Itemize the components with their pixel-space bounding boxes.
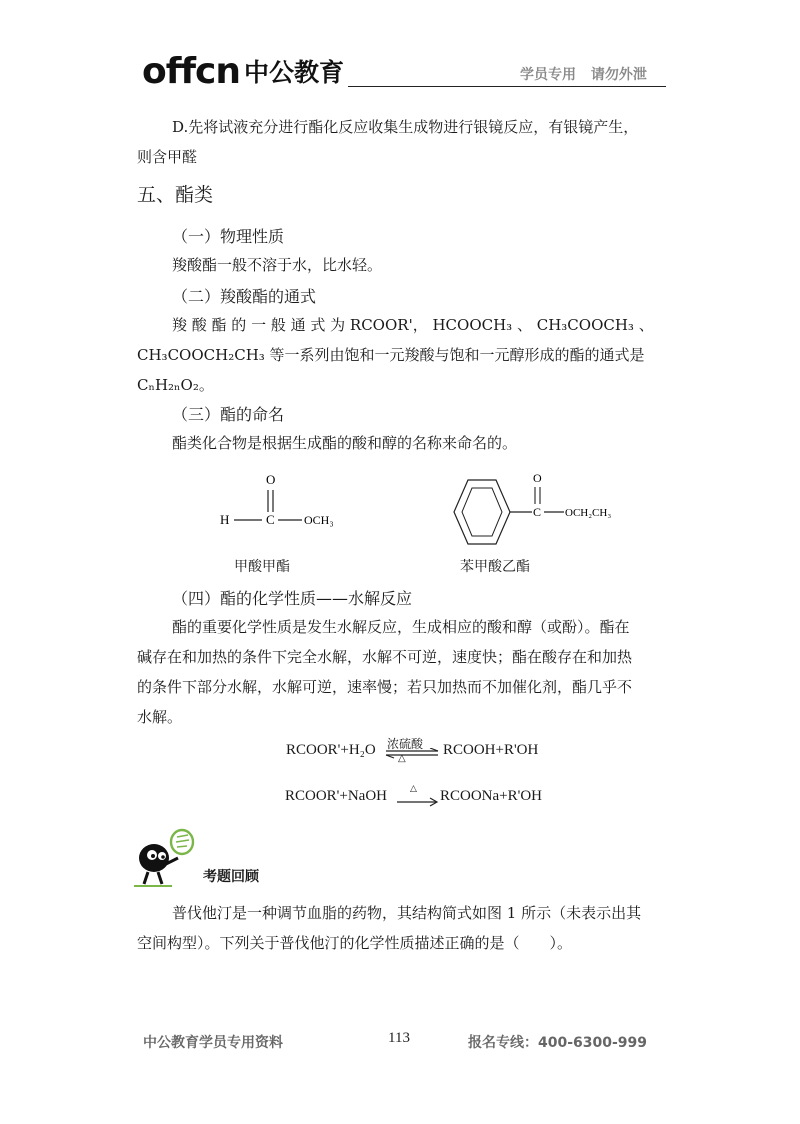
eq2-arrow [396, 796, 440, 808]
eq2-left: RCOOR'+NaOH [285, 788, 387, 804]
sub2-title: （二）羧酸酯的通式 [172, 287, 317, 306]
review-title: 考题回顾 [203, 869, 259, 885]
sub4-line3: 的条件下部分水解，水解可逆，速率慢；若只加热而不加催化剂，酯几乎不 [137, 678, 633, 696]
option-d-line1: D.先将试液充分进行酯化反应收集生成物进行银镜反应，有银镜产生， [172, 118, 639, 136]
mascot-pupil-right [161, 855, 165, 859]
sub4-line4: 水解。 [137, 708, 183, 726]
sub4-line2: 碱存在和加热的条件下完全水解，水解不可逆，速度快；酯在酸存在和加热 [137, 648, 633, 666]
sub3-text: 酯类化合物是根据生成酯的酸和醇的名称来命名的。 [172, 434, 518, 452]
review-line1: 普伐他汀是一种调节血脂的药物，其结构简式如图 1 所示（未表示出其 [172, 904, 642, 922]
mascot-leg-left [144, 872, 148, 884]
sub2-line2: CH₃COOCH₂CH₃ 等一系列由饱和一元羧酸与饱和一元醇形成的酯的通式是 [137, 346, 645, 364]
eq2-heat: △ [410, 784, 417, 794]
ethyl-benzoate-structure [430, 468, 630, 548]
review-line2: 空间构型）。下列关于普伐他汀的化学性质描述正确的是（ ）。 [137, 934, 573, 952]
sub1-title: （一）物理性质 [172, 227, 285, 246]
mascot-pupil-left [151, 854, 155, 858]
eq1-reversible-arrow [384, 748, 442, 768]
page-number: 113 [388, 1030, 410, 1046]
eq1-right: RCOOH+R'OH [443, 742, 539, 758]
sub1-text: 羧酸酯一般不溶于水，比水轻。 [172, 256, 383, 274]
s1-hydrogen-label: H [220, 512, 230, 527]
sub4-line1: 酯的重要化学性质是发生水解反应，生成相应的酸和醇（或酚）。酯在 [172, 618, 630, 636]
s1-carbon-label: C [266, 512, 275, 527]
sub4-title: （四）酯的化学性质——水解反应 [172, 589, 413, 608]
logo-zhonggong: 中公教育 [244, 58, 345, 87]
header-confidential-tag: 学员专用 请勿外泄 [520, 67, 647, 83]
sub2-line3: CₙH₂ₙO₂。 [137, 376, 214, 394]
mascot-leaf-vein1 [177, 835, 188, 837]
sub2-line1: 羧 酸 酯 的 一 般 通 式 为 RCOOR'， HCOOCH₃ 、 CH₃COOCH₃ 、 [172, 316, 654, 334]
mascot-leg-right [158, 872, 162, 884]
option-d-line2: 则含甲醛 [137, 148, 198, 166]
s2-oxygen-label: O [533, 471, 542, 485]
mascot-leaf [171, 830, 193, 854]
benzene-inner-ring [462, 488, 502, 536]
eq1-catalyst: 浓硫酸 [387, 737, 424, 751]
methyl-formate-structure [210, 468, 360, 538]
eq2-right: RCOONa+R'OH [440, 788, 542, 804]
s2-ethoxy-label: OCH₂CH₃ [565, 507, 612, 519]
struct1-caption: 甲酸甲酯 [234, 559, 290, 575]
section-title: 五、酯类 [137, 184, 214, 206]
eq1-heat: △ [398, 753, 406, 764]
mascot-leaf-vein2 [176, 840, 189, 842]
header-divider [348, 86, 666, 87]
footer-left-label: 中公教育学员专用资料 [143, 1035, 283, 1051]
mascot-leaf-vein3 [177, 846, 187, 847]
eq1-left: RCOOR'+H₂O [286, 742, 376, 758]
mascot-icon [132, 828, 210, 890]
s2-carbon-label: C [533, 505, 542, 519]
sub3-title: （三）酯的命名 [172, 405, 285, 424]
footer-hotline: 报名专线：400-6300-999 [468, 1035, 648, 1051]
s1-methoxy-label: OCH₃ [304, 513, 334, 527]
struct2-caption: 苯甲酸乙酯 [460, 559, 530, 575]
logo-offcn: offcn [142, 51, 241, 92]
s1-oxygen-label: O [266, 472, 276, 487]
